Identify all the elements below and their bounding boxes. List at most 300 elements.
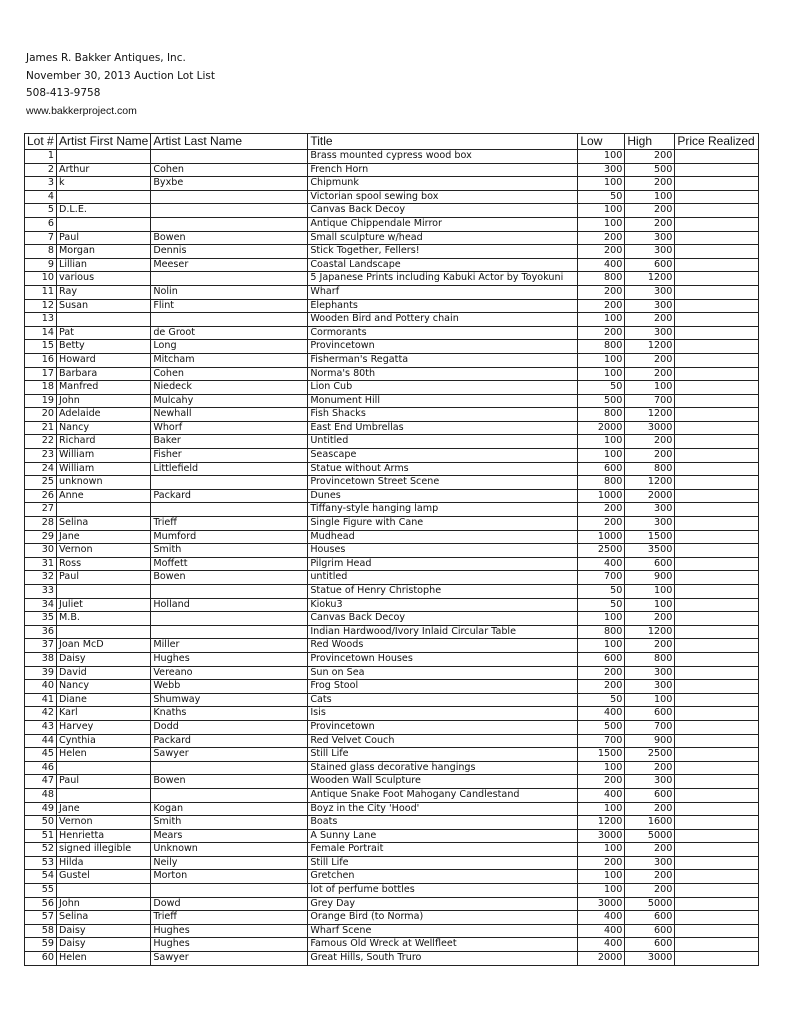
artist-last-name-cell: Smith [151,544,308,558]
title-cell: A Sunny Lane [308,829,578,843]
low-estimate-cell: 500 [578,720,625,734]
low-estimate-cell: 2000 [578,952,625,966]
artist-first-name-cell [57,150,151,164]
high-estimate-cell: 1200 [625,272,675,286]
title-cell: Kioku3 [308,598,578,612]
artist-first-name-cell: signed illegible [57,843,151,857]
high-estimate-cell: 700 [625,394,675,408]
title-cell: Fish Shacks [308,408,578,422]
low-estimate-cell: 800 [578,625,625,639]
lot-number-cell: 38 [25,652,57,666]
low-estimate-cell: 400 [578,557,625,571]
lot-number-cell: 33 [25,585,57,599]
artist-last-name-cell [151,612,308,626]
title-cell: Provincetown Street Scene [308,476,578,490]
price-realized-cell [675,924,759,938]
high-estimate-cell: 300 [625,326,675,340]
high-estimate-cell: 200 [625,150,675,164]
document-subtitle: November 30, 2013 Auction Lot List [26,69,216,82]
table-row [25,748,759,762]
lot-number-cell: 9 [25,258,57,272]
artist-first-name-cell [57,503,151,517]
price-realized-cell [675,707,759,721]
price-realized-cell [675,612,759,626]
artist-last-name-cell: Mumford [151,530,308,544]
table-row [25,938,759,952]
artist-last-name-cell: Moffett [151,557,308,571]
artist-first-name-cell: Helen [57,952,151,966]
artist-last-name-cell [151,313,308,327]
table-row [25,843,759,857]
price-realized-cell [675,462,759,476]
price-realized-cell [675,952,759,966]
title-cell: Brass mounted cypress wood box [308,150,578,164]
artist-first-name-cell [57,884,151,898]
artist-first-name-cell: Paul [57,775,151,789]
price-realized-cell [675,245,759,259]
title-cell: Statue without Arms [308,462,578,476]
artist-first-name-cell: Howard [57,353,151,367]
low-estimate-cell: 800 [578,340,625,354]
table-row [25,340,759,354]
table-row [25,190,759,204]
high-estimate-cell: 1600 [625,816,675,830]
table-row [25,598,759,612]
price-realized-cell [675,720,759,734]
artist-last-name-cell: Newhall [151,408,308,422]
artist-first-name-cell: William [57,449,151,463]
low-estimate-cell: 50 [578,381,625,395]
low-estimate-cell: 200 [578,299,625,313]
lot-number-cell: 8 [25,245,57,259]
table-row [25,163,759,177]
title-cell: Stained glass decorative hangings [308,761,578,775]
price-realized-cell [675,190,759,204]
artist-first-name-cell: Nancy [57,680,151,694]
artist-last-name-cell: Baker [151,435,308,449]
high-estimate-cell: 3500 [625,544,675,558]
table-row [25,449,759,463]
artist-first-name-cell: Karl [57,707,151,721]
table-row [25,231,759,245]
artist-first-name-cell: Betty [57,340,151,354]
high-estimate-cell: 5000 [625,829,675,843]
artist-last-name-cell [151,788,308,802]
lot-number-cell: 23 [25,449,57,463]
lot-number-cell: 42 [25,707,57,721]
table-row [25,177,759,191]
price-realized-cell [675,340,759,354]
low-estimate-cell: 100 [578,313,625,327]
table-row [25,897,759,911]
low-estimate-cell: 2500 [578,544,625,558]
lot-number-cell: 56 [25,897,57,911]
artist-last-name-cell: Bowen [151,571,308,585]
low-estimate-cell: 200 [578,245,625,259]
price-realized-cell [675,816,759,830]
table-body [25,150,759,966]
price-realized-cell [675,150,759,164]
lot-number-cell: 36 [25,625,57,639]
high-estimate-cell: 1200 [625,340,675,354]
high-estimate-cell: 300 [625,856,675,870]
high-estimate-cell: 600 [625,911,675,925]
lot-number-cell: 17 [25,367,57,381]
low-estimate-cell: 400 [578,788,625,802]
lot-number-cell: 1 [25,150,57,164]
artist-first-name-cell: Lillian [57,258,151,272]
low-estimate-cell: 100 [578,150,625,164]
price-realized-cell [675,489,759,503]
title-cell: Canvas Back Decoy [308,204,578,218]
price-realized-cell [675,449,759,463]
lot-number-cell: 35 [25,612,57,626]
lot-number-cell: 25 [25,476,57,490]
lot-number-cell: 54 [25,870,57,884]
lot-number-cell: 16 [25,353,57,367]
low-estimate-cell: 700 [578,734,625,748]
title-cell: Victorian spool sewing box [308,190,578,204]
high-estimate-cell: 200 [625,435,675,449]
high-estimate-cell: 300 [625,231,675,245]
lot-number-cell: 39 [25,666,57,680]
lot-number-cell: 46 [25,761,57,775]
title-cell: Famous Old Wreck at Wellfleet [308,938,578,952]
high-estimate-cell: 1200 [625,476,675,490]
title-cell: lot of perfume bottles [308,884,578,898]
high-estimate-cell: 200 [625,884,675,898]
table-row [25,775,759,789]
title-cell: Provincetown Houses [308,652,578,666]
artist-first-name-cell: Jane [57,530,151,544]
table-row [25,313,759,327]
high-estimate-cell: 200 [625,612,675,626]
artist-first-name-cell: Paul [57,571,151,585]
table-row [25,816,759,830]
title-cell: Cats [308,693,578,707]
artist-first-name-cell [57,585,151,599]
title-cell: Isis [308,707,578,721]
high-estimate-cell: 5000 [625,897,675,911]
artist-first-name-cell [57,313,151,327]
table-row [25,272,759,286]
price-realized-cell [675,503,759,517]
price-realized-cell [675,761,759,775]
artist-last-name-cell: Nolin [151,285,308,299]
high-estimate-cell: 3000 [625,952,675,966]
artist-first-name-cell [57,217,151,231]
title-cell: Chipmunk [308,177,578,191]
table-row [25,530,759,544]
artist-last-name-cell: Shumway [151,693,308,707]
low-estimate-cell: 50 [578,190,625,204]
artist-last-name-cell: de Groot [151,326,308,340]
artist-last-name-cell: Trieff [151,911,308,925]
low-estimate-cell: 100 [578,843,625,857]
lot-number-cell: 13 [25,313,57,327]
high-estimate-cell: 600 [625,788,675,802]
low-estimate-cell: 100 [578,353,625,367]
artist-last-name-cell [151,217,308,231]
high-estimate-cell: 300 [625,775,675,789]
price-realized-cell [675,285,759,299]
table-row [25,693,759,707]
low-estimate-cell: 600 [578,652,625,666]
high-estimate-cell: 100 [625,381,675,395]
artist-last-name-cell: Knaths [151,707,308,721]
price-realized-cell [675,326,759,340]
column-header-price-realized: Price Realized [675,134,759,150]
artist-last-name-cell: Hughes [151,924,308,938]
table-row [25,639,759,653]
low-estimate-cell: 200 [578,517,625,531]
title-cell: Monument Hill [308,394,578,408]
artist-last-name-cell: Dodd [151,720,308,734]
low-estimate-cell: 1500 [578,748,625,762]
table-row [25,625,759,639]
high-estimate-cell: 3000 [625,421,675,435]
artist-first-name-cell: Arthur [57,163,151,177]
lot-number-cell: 31 [25,557,57,571]
price-realized-cell [675,788,759,802]
lot-number-cell: 27 [25,503,57,517]
price-realized-cell [675,421,759,435]
low-estimate-cell: 50 [578,585,625,599]
low-estimate-cell: 200 [578,856,625,870]
lot-number-cell: 28 [25,517,57,531]
high-estimate-cell: 300 [625,285,675,299]
artist-first-name-cell: Henrietta [57,829,151,843]
auction-lot-table [24,133,759,966]
high-estimate-cell: 1500 [625,530,675,544]
high-estimate-cell: 300 [625,299,675,313]
artist-first-name-cell: Ray [57,285,151,299]
price-realized-cell [675,680,759,694]
lot-number-cell: 49 [25,802,57,816]
price-realized-cell [675,652,759,666]
table-row [25,381,759,395]
price-realized-cell [675,884,759,898]
column-header-high: High [625,134,675,150]
lot-number-cell: 59 [25,938,57,952]
artist-first-name-cell: John [57,897,151,911]
low-estimate-cell: 800 [578,272,625,286]
artist-last-name-cell: Holland [151,598,308,612]
price-realized-cell [675,897,759,911]
lot-number-cell: 55 [25,884,57,898]
high-estimate-cell: 200 [625,217,675,231]
low-estimate-cell: 100 [578,217,625,231]
artist-last-name-cell: Morton [151,870,308,884]
high-estimate-cell: 200 [625,367,675,381]
price-realized-cell [675,911,759,925]
artist-first-name-cell [57,625,151,639]
artist-last-name-cell [151,625,308,639]
artist-last-name-cell: Cohen [151,163,308,177]
lot-number-cell: 6 [25,217,57,231]
low-estimate-cell: 100 [578,612,625,626]
low-estimate-cell: 100 [578,367,625,381]
artist-first-name-cell: Daisy [57,652,151,666]
low-estimate-cell: 100 [578,177,625,191]
low-estimate-cell: 100 [578,884,625,898]
high-estimate-cell: 200 [625,843,675,857]
table-row [25,788,759,802]
price-realized-cell [675,394,759,408]
price-realized-cell [675,258,759,272]
high-estimate-cell: 300 [625,680,675,694]
lot-number-cell: 50 [25,816,57,830]
artist-first-name-cell: D.L.E. [57,204,151,218]
price-realized-cell [675,231,759,245]
table-row [25,285,759,299]
table-row [25,435,759,449]
table-row [25,952,759,966]
lot-number-cell: 40 [25,680,57,694]
title-cell: Boats [308,816,578,830]
column-header-last-name: Artist Last Name [151,134,308,150]
artist-first-name-cell [57,190,151,204]
artist-last-name-cell [151,190,308,204]
table-row [25,245,759,259]
high-estimate-cell: 2500 [625,748,675,762]
artist-first-name-cell: M.B. [57,612,151,626]
price-realized-cell [675,367,759,381]
artist-last-name-cell [151,761,308,775]
lot-number-cell: 47 [25,775,57,789]
price-realized-cell [675,734,759,748]
high-estimate-cell: 200 [625,204,675,218]
lot-number-cell: 58 [25,924,57,938]
artist-first-name-cell: Manfred [57,381,151,395]
low-estimate-cell: 200 [578,285,625,299]
price-realized-cell [675,476,759,490]
artist-last-name-cell: Mitcham [151,353,308,367]
high-estimate-cell: 300 [625,245,675,259]
lot-number-cell: 7 [25,231,57,245]
artist-first-name-cell: Selina [57,517,151,531]
high-estimate-cell: 600 [625,707,675,721]
title-cell: Indian Hardwood/Ivory Inlaid Circular Table [308,625,578,639]
lot-number-cell: 51 [25,829,57,843]
high-estimate-cell: 1200 [625,625,675,639]
title-cell: Orange Bird (to Norma) [308,911,578,925]
artist-first-name-cell: Selina [57,911,151,925]
lot-number-cell: 20 [25,408,57,422]
lot-number-cell: 34 [25,598,57,612]
website-link[interactable]: www.bakkerproject.com [26,104,137,117]
artist-last-name-cell: Mears [151,829,308,843]
title-cell: Gretchen [308,870,578,884]
artist-first-name-cell: Joan McD [57,639,151,653]
table-row [25,326,759,340]
lot-number-cell: 44 [25,734,57,748]
table-row [25,394,759,408]
table-row [25,204,759,218]
phone-number: 508-413-9758 [26,87,101,99]
lot-number-cell: 12 [25,299,57,313]
low-estimate-cell: 200 [578,666,625,680]
lot-number-cell: 48 [25,788,57,802]
price-realized-cell [675,775,759,789]
high-estimate-cell: 600 [625,924,675,938]
price-realized-cell [675,571,759,585]
title-cell: Cormorants [308,326,578,340]
artist-first-name-cell: John [57,394,151,408]
low-estimate-cell: 200 [578,775,625,789]
table-row [25,924,759,938]
artist-first-name-cell: Susan [57,299,151,313]
lot-number-cell: 29 [25,530,57,544]
high-estimate-cell: 100 [625,598,675,612]
artist-first-name-cell: Harvey [57,720,151,734]
artist-last-name-cell [151,204,308,218]
title-cell: French Horn [308,163,578,177]
table-row [25,761,759,775]
price-realized-cell [675,557,759,571]
high-estimate-cell: 200 [625,802,675,816]
price-realized-cell [675,353,759,367]
high-estimate-cell: 600 [625,938,675,952]
artist-first-name-cell: Richard [57,435,151,449]
price-realized-cell [675,530,759,544]
title-cell: Wharf [308,285,578,299]
lot-number-cell: 52 [25,843,57,857]
table-row [25,421,759,435]
low-estimate-cell: 200 [578,326,625,340]
low-estimate-cell: 400 [578,924,625,938]
artist-last-name-cell: Bowen [151,231,308,245]
table-row [25,911,759,925]
artist-first-name-cell: Jane [57,802,151,816]
title-cell: Single Figure with Cane [308,517,578,531]
artist-first-name-cell: Morgan [57,245,151,259]
lot-number-cell: 37 [25,639,57,653]
artist-first-name-cell: Pat [57,326,151,340]
low-estimate-cell: 50 [578,693,625,707]
artist-first-name-cell: Vernon [57,816,151,830]
high-estimate-cell: 800 [625,652,675,666]
artist-first-name-cell: Helen [57,748,151,762]
artist-last-name-cell: Long [151,340,308,354]
price-realized-cell [675,870,759,884]
title-cell: Fisherman's Regatta [308,353,578,367]
artist-last-name-cell: Packard [151,734,308,748]
table-row [25,217,759,231]
artist-first-name-cell: Diane [57,693,151,707]
title-cell: Houses [308,544,578,558]
high-estimate-cell: 200 [625,353,675,367]
title-cell: Antique Snake Foot Mahogany Candlestand [308,788,578,802]
high-estimate-cell: 600 [625,557,675,571]
artist-last-name-cell: Mulcahy [151,394,308,408]
table-row [25,258,759,272]
artist-first-name-cell: Cynthia [57,734,151,748]
lot-number-cell: 5 [25,204,57,218]
lot-number-cell: 15 [25,340,57,354]
title-cell: Seascape [308,449,578,463]
low-estimate-cell: 400 [578,911,625,925]
high-estimate-cell: 500 [625,163,675,177]
artist-last-name-cell: Dowd [151,897,308,911]
artist-last-name-cell: Unknown [151,843,308,857]
lot-number-cell: 32 [25,571,57,585]
table-row [25,408,759,422]
lot-number-cell: 18 [25,381,57,395]
table-row [25,367,759,381]
table-row [25,557,759,571]
artist-first-name-cell: David [57,666,151,680]
